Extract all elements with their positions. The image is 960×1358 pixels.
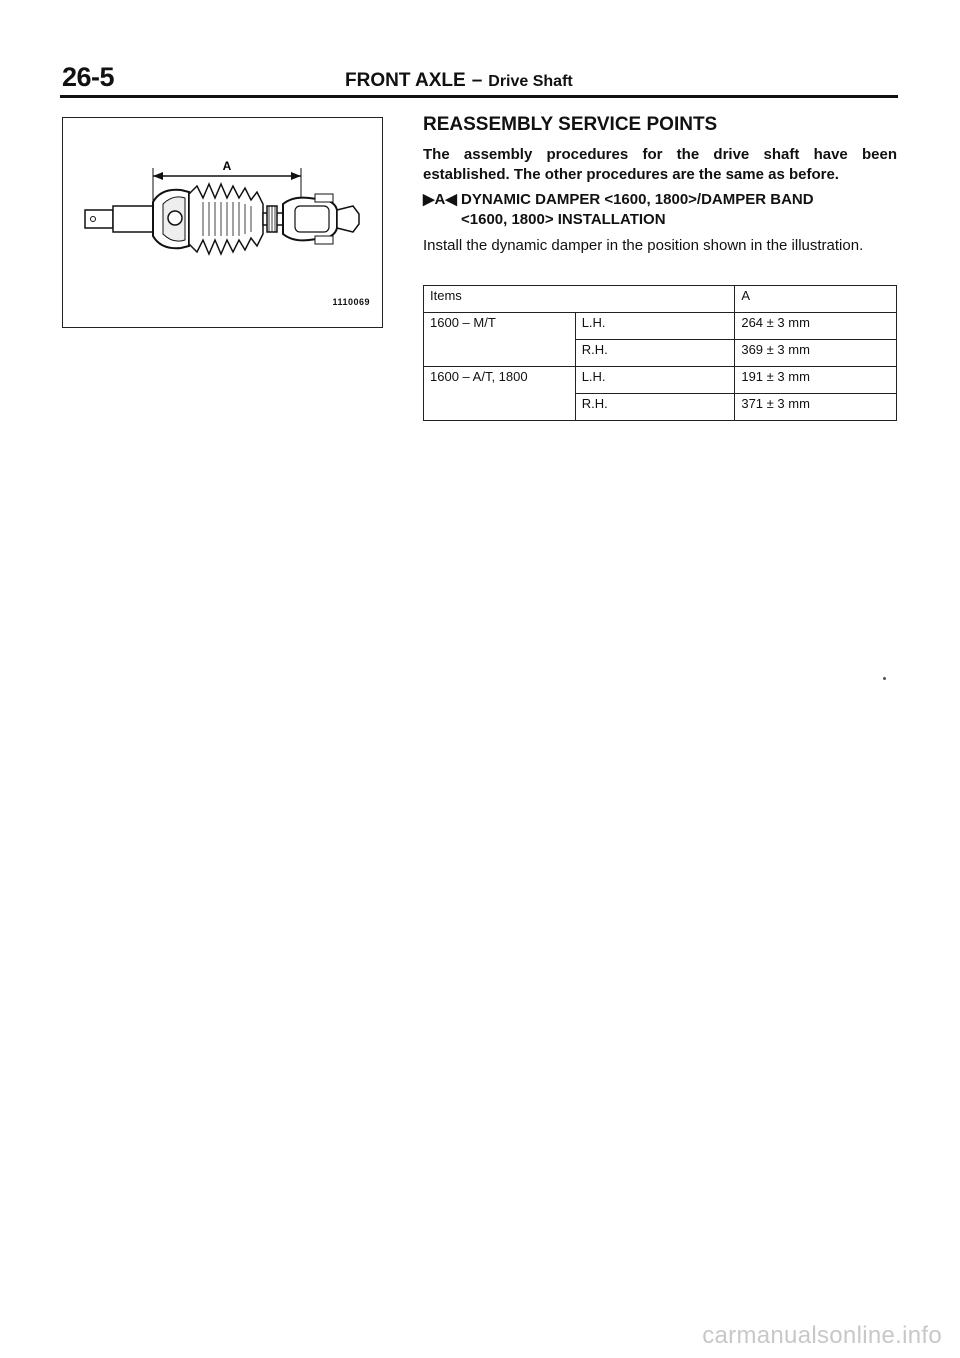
table-header-row [424, 286, 897, 313]
intro-paragraph: The assembly procedures for the drive shaft have been established. The other procedures are the same as before. [423, 146, 897, 183]
page-header [345, 70, 573, 92]
step-marker-icon: ▶A◀ [423, 191, 457, 208]
model-cell: 1600 – M/T [424, 313, 576, 340]
dimension-label: A [222, 159, 232, 173]
model-cell [424, 394, 576, 421]
header-dash: – [471, 70, 483, 91]
drive-shaft-illustration [62, 117, 383, 328]
instruction-paragraph: Install the dynamic damper in the position shown in the illustration. [423, 237, 864, 254]
stray-mark [883, 677, 886, 680]
section-heading: REASSEMBLY SERVICE POINTS [423, 114, 718, 135]
value-cell: 369 ± 3 mm [735, 340, 897, 367]
side-cell: R.H. [575, 340, 735, 367]
table-row [424, 367, 897, 394]
page-number: 26-5 [62, 62, 115, 92]
section-title: FRONT AXLE [345, 70, 466, 91]
model-cell: 1600 – A/T, 1800 [424, 367, 576, 394]
watermark: carmanualsonline.info [702, 1322, 942, 1349]
header-items: Items [424, 286, 735, 313]
side-cell: L.H. [575, 367, 735, 394]
step-heading [423, 190, 897, 230]
figure-code: 1110069 [332, 297, 370, 307]
step-title-line1: DYNAMIC DAMPER <1600, 1800>/DAMPER BAND [461, 191, 814, 208]
step-title-line2: <1600, 1800> INSTALLATION [461, 211, 666, 228]
damper-position-table [423, 285, 897, 421]
model-cell [424, 340, 576, 367]
table-row [424, 313, 897, 340]
value-cell: 371 ± 3 mm [735, 394, 897, 421]
header-a: A [735, 286, 897, 313]
side-cell: R.H. [575, 394, 735, 421]
table-row [424, 394, 897, 421]
header-rule [60, 95, 898, 98]
side-cell: L.H. [575, 313, 735, 340]
value-cell: 191 ± 3 mm [735, 367, 897, 394]
table-row [424, 340, 897, 367]
subsection-title: Drive Shaft [488, 73, 573, 90]
value-cell: 264 ± 3 mm [735, 313, 897, 340]
